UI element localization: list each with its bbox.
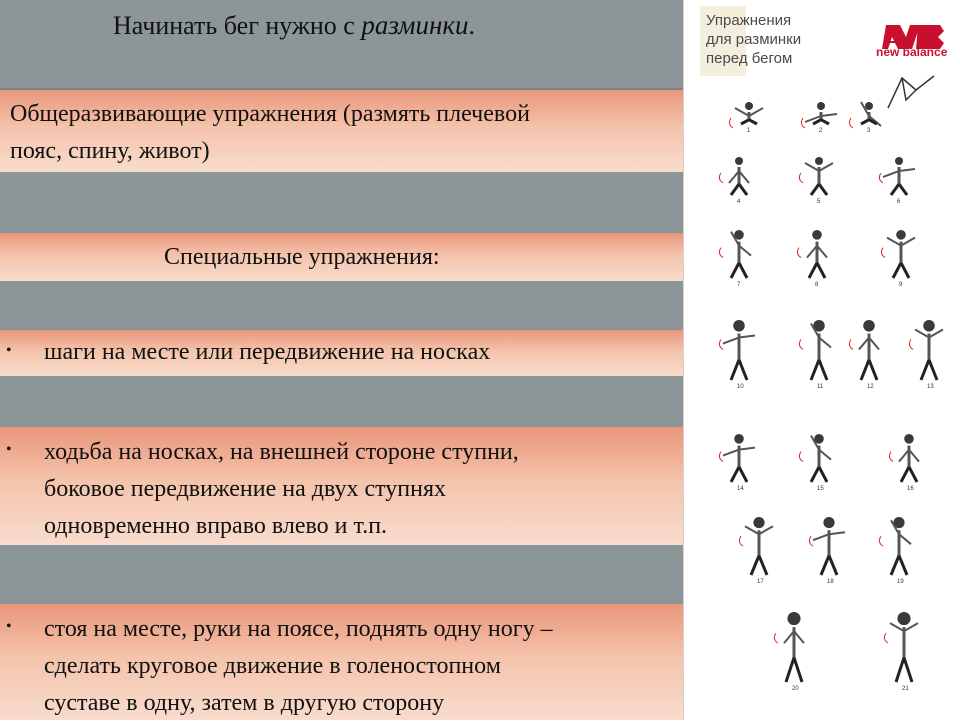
general-exercises-rest-1: (размять плечевой [336, 101, 530, 127]
exercise-figure-8-icon [792, 228, 842, 288]
figure-number-13: 13 [927, 384, 934, 390]
figure-number-5: 5 [817, 199, 821, 205]
figure-number-11: 11 [817, 384, 824, 390]
exercise-figure-18-icon [804, 515, 854, 585]
general-exercises-band [0, 90, 683, 172]
exercise-item-3-text [44, 611, 553, 722]
exercise-figure-6-icon [874, 155, 924, 205]
poster-header [706, 11, 801, 68]
exercise-item-3 [0, 604, 683, 720]
exercise-figure-12-icon [844, 318, 894, 390]
figure-number-6: 6 [897, 199, 901, 205]
figure-number-9: 9 [899, 282, 903, 288]
figure-number-2: 2 [819, 128, 823, 134]
item-3-line-3: суставе в одну, затем в другую сторону [44, 690, 445, 716]
figure-number-20: 20 [792, 686, 799, 692]
exercise-figure-11-icon [794, 318, 844, 390]
exercise-figure-19-icon [874, 515, 924, 585]
figure-number-10: 10 [737, 384, 744, 390]
figure-number-8: 8 [815, 282, 819, 288]
exercise-figure-13-icon [904, 318, 954, 390]
warmup-poster [683, 0, 960, 720]
poster-header-line-3: перед бегом [706, 50, 793, 67]
figure-number-1: 1 [747, 128, 751, 134]
title-suffix: . [468, 11, 475, 40]
poster-header-line-2: для разминки [706, 31, 802, 48]
title-prefix: Начинать бег нужно с [113, 11, 362, 40]
exercise-figure-20-icon [769, 610, 819, 692]
item-3-line-2: сделать круговое движение в голеностопном [44, 653, 501, 679]
exercise-figure-21-icon [879, 610, 929, 692]
exercise-item-1-text [44, 334, 490, 371]
exercise-item-1 [0, 330, 683, 376]
exercise-figure-14-icon [714, 432, 764, 492]
figure-number-4: 4 [737, 199, 741, 205]
figure-number-16: 16 [907, 486, 914, 492]
item-1-line-1: шаги на месте или передвижение на носках [44, 339, 491, 365]
slide-title-bar [0, 0, 683, 90]
item-2-line-2: боковое передвижение на двух ступнях [44, 476, 447, 502]
exercise-figure-10-icon [714, 318, 764, 390]
bullet-3: • [6, 618, 12, 635]
figure-number-12: 12 [867, 384, 874, 390]
bullet-2: • [6, 441, 12, 458]
brand-name: new balance [876, 45, 948, 59]
exercise-figure-9-icon [876, 228, 926, 288]
figure-number-15: 15 [817, 486, 824, 492]
exercise-figure-16-icon [884, 432, 934, 492]
poster-header-line-1: Упражнения [706, 12, 792, 29]
figure-number-3: 3 [867, 128, 871, 134]
item-3-line-1: стоя на месте, руки на поясе, поднять одну ногу – [44, 616, 553, 642]
exercise-item-2 [0, 427, 683, 545]
item-2-line-3: одновременно вправо влево и т.п. [44, 513, 388, 539]
exercise-figure-17-icon [734, 515, 784, 585]
figure-number-14: 14 [737, 486, 744, 492]
exercise-figure-4-icon [714, 155, 764, 205]
special-exercises-heading: Специальные упражнения: [164, 244, 440, 270]
special-exercises-band [0, 233, 683, 281]
general-exercises-text [10, 96, 530, 170]
exercise-item-2-text [44, 434, 519, 545]
general-exercises-bold: Общеразвивающие упражнения [10, 101, 337, 127]
figure-number-21: 21 [902, 686, 909, 692]
general-exercises-rest-2: пояс, спину, живот) [10, 138, 210, 164]
title-emphasis: разминки [361, 10, 469, 40]
exercise-figure-15-icon [794, 432, 844, 492]
figure-number-17: 17 [757, 579, 764, 585]
bullet-1: • [6, 342, 12, 359]
figure-number-19: 19 [897, 579, 904, 585]
figure-number-7: 7 [737, 282, 741, 288]
exercise-figure-5-icon [794, 155, 844, 205]
slide-title [113, 10, 475, 41]
figure-number-18: 18 [827, 579, 834, 585]
exercise-figure-7-icon [714, 228, 764, 288]
item-2-line-1: ходьба на носках, на внешней стороне ступни, [44, 439, 519, 465]
